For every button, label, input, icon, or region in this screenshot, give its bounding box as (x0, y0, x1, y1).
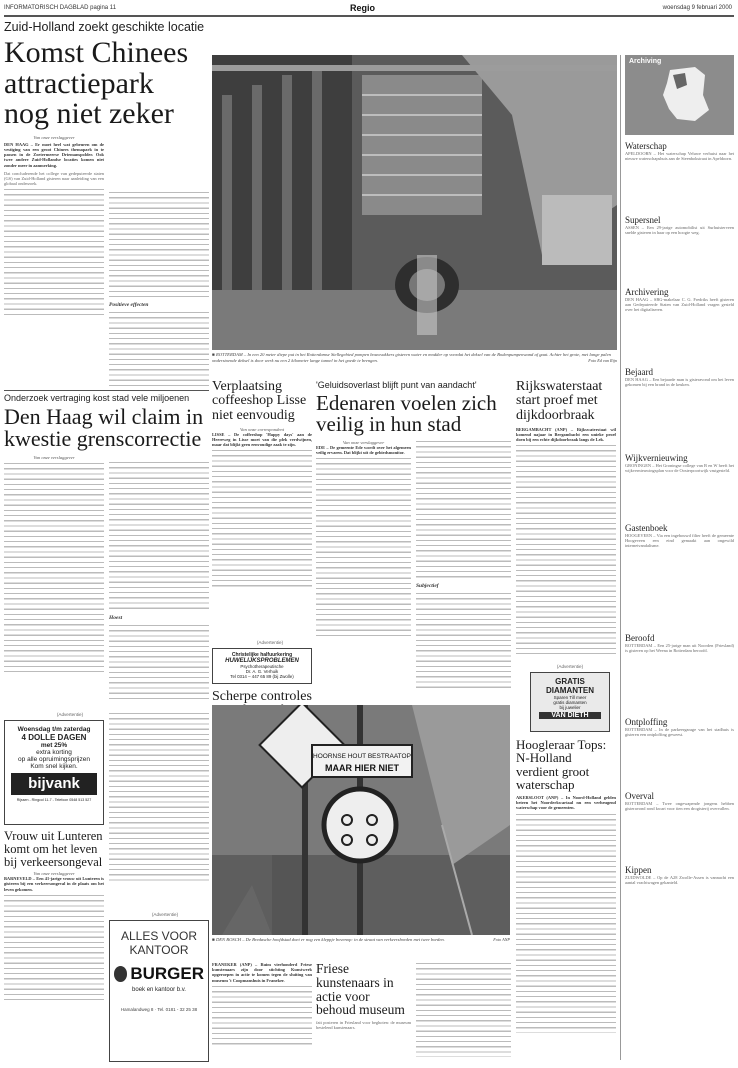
sidebar-item-title: Archivering (625, 287, 669, 297)
lead-subhead: Positieve effecten (109, 302, 149, 308)
denhaag-headline: Den Haag wil claim in kwestie grenscorrectie (4, 404, 204, 452)
denhaag-kicker: Onderzoek vertraging kost stad vele miljoenen (4, 393, 190, 403)
lunteren-story (4, 830, 104, 1062)
hoogleraar-headline: Hoogleraar Tops: N-Holland verdient groot waterschap (516, 738, 607, 792)
lead-headline: Komst Chinees attractiepark nog niet zeker (4, 36, 189, 131)
coffeeshop-story (212, 380, 312, 635)
sidebar-item-text: HOOGEVEEN – Via een ingebouwd filter heeft de gemeente Hoogeveen een eind gemaakt aan ongewild internetvandalisme. (625, 533, 734, 549)
edenaren-kicker: 'Geluidsoverlast blijft punt van aandacht' (316, 380, 477, 390)
masthead (0, 4, 738, 14)
ad-label: (Advertentie) (56, 712, 84, 717)
sidebar-item-beroofd (625, 633, 734, 713)
denhaag-story (4, 393, 209, 708)
lead-col2b (109, 311, 209, 386)
rijkswaterstaat-intro: BERGAMBACHT (ANP) – Rijkswaterstaat wil komend najaar in Bergambacht een unieke proef doen bij een echte dijkdoorbraak langs de Lek. (516, 426, 616, 443)
lead-byline: Van onze verslaggever (33, 134, 75, 140)
lead-body: Dat concluderende het college van gedeputeerde staten (GS) van Zuid-Holland gisteren naar aanleiding van een globaal onderzoek. (4, 170, 104, 187)
ad-kantoor-line2: KANTOOR (129, 943, 189, 957)
traffic-sign-graphic (212, 705, 510, 935)
story2-top-rule (4, 390, 209, 391)
sidebar-item-text: ROTTERDAM – Een 25-jarige man uit Noorden (Friesland) is gisteren op het Weena in Rotterdam beroofd. (625, 643, 734, 654)
sidebar-item-title: Overval (625, 791, 654, 801)
lunteren-byline: Van onze verslaggever (33, 871, 75, 877)
masthead-date: woensdag 9 februari 2000 (662, 5, 732, 11)
coffeeshop-headline: Verplaatsing coffeeshop Lisse niet eenvoudig (212, 380, 307, 423)
sidebar-item-overval (625, 791, 734, 861)
franeker-body (212, 985, 312, 1045)
masthead-section: Regio (350, 4, 376, 13)
ad-kantoor-line1: ALLES VOOR (120, 929, 198, 943)
sidebar-item-text: APELDOORN – Het waterschap Veluwe verhuist naar het nieuwe waterschapshuis aan de Steenbokstraat in Apeldoorn. (625, 151, 734, 162)
ad-diamanten-label: (Advertentie) (556, 664, 584, 669)
ad-bijvank-line2: 4 DOLLE DAGEN (21, 733, 87, 742)
sidebar-item-text: ROTTERDAM – Twee ongewapende jongens hebben gisteravond rond kwart voor tien een drogisterij overvallen. (625, 801, 734, 812)
ad-kantoor-label: (Advertentie) (151, 912, 179, 917)
ad-bijvank-line3: met 25% (40, 742, 68, 749)
burger-logo-icon (114, 966, 127, 982)
sidebar-map-title: Archiving (629, 58, 662, 65)
sidebar-item-gastenboek (625, 523, 734, 629)
ad-diamanten-line6: VAN DIETH (539, 712, 601, 719)
ad-kantoor-brand: BURGER (130, 964, 204, 983)
ad-bijvank-line5: op alle opruimingsprijzen (18, 756, 90, 763)
tunnel-photo-credit: Foto Ed van Rijn (588, 357, 617, 363)
ad-diamanten-line2: DIAMANTEN (546, 686, 594, 695)
sidebar-item-kippen (625, 865, 734, 925)
ad-bijvank-line6: Kom snel kijken. (30, 763, 78, 770)
traffic-sign-photo (212, 705, 510, 935)
sidebar-item-title: Beroofd (625, 633, 655, 643)
ad-bijvank-line1: Woensdag t/m zaterdag (17, 726, 91, 733)
sidebar-item-title: Wijkvernieuwing (625, 453, 688, 463)
sidebar-item-title: Bejaard (625, 367, 653, 377)
ad-diamanten-line4: gratis diamanten (553, 700, 587, 705)
franeker-story (212, 962, 312, 1062)
coffeeshop-body (212, 449, 312, 589)
lunteren-intro: BARNEVELD – Een 41-jarige vrouw uit Lunteren is gisteren bij een verkeersongeval in de plaats om het leven gekomen. (4, 876, 104, 892)
edenaren-col1 (316, 457, 411, 637)
sidebar-item-text: GRONINGEN – Het Groningse college van B en W heeft het wijkvernieuwingsplan voor de Oosterpoortwijk vastgesteld. (625, 463, 734, 474)
lead-body-filler (4, 188, 104, 318)
sidebar-item-title: Ontploffing (625, 717, 668, 727)
ad-halfuurs-label: (Advertentie) (256, 640, 284, 645)
ad-bijvank-logo: bijvank (11, 773, 97, 795)
denhaag-byline: Van onze verslaggever (33, 454, 75, 460)
ad-kantoor-logo (114, 963, 204, 985)
tunnel-photo-graphic (212, 55, 617, 350)
sidebar-item-title: Waterschap (625, 141, 667, 151)
edenaren-byline: Van onze verslaggever (342, 439, 385, 445)
ad-kantoor-sub: boek en kantoor b.v. (132, 987, 186, 993)
traffic-photo-marker: ■ (212, 937, 216, 942)
lead-intro: DEN HAAG – Er moet heel wat gebeuren om de vestiging van een groot Chinees themapark in te passen in de Zoetermeerse Driemanspolder. Ook twee andere Zuid-Hollandse locaties komen niet zonder meer in aanmerking. (4, 141, 104, 168)
lead-story (4, 18, 209, 388)
denhaag-col3 (109, 712, 209, 882)
ad-diamanten-line5: bij juwelier (559, 705, 581, 710)
friese-col2 (416, 962, 511, 1057)
sidebar-item-text: DEN HAAG – SBG-makelaar C. G. Fredriks heeft gisteren aan Gedeputeerde Staten van Zuid-Holland vragen gesteld over het digitaliseren. (625, 297, 734, 313)
sidebar-item-archivering (625, 287, 734, 363)
ad-halfuurs-line5: Tel 0314 – 447 65 89 (bij Zwolle) (230, 674, 294, 679)
ad-diamanten-line1: GRATIS (555, 677, 585, 686)
ad-halfuurs-line2: HUWELIJKSPROBLEMEN (225, 658, 299, 664)
lunteren-body (4, 894, 104, 1004)
sign-text-1: HOORNSE HOUT BESTRAATOP (313, 753, 411, 760)
sidebar (620, 55, 734, 1060)
sign-text-2: MAAR HIER NIET (325, 763, 399, 773)
masthead-rule (4, 15, 734, 17)
edenaren-subhead: Subjectief (416, 583, 439, 589)
friese-text: fait posteren in Friesland voor beghoten: de museum bestelend kunstenaars. (316, 1020, 411, 1031)
edenaren-col2 (416, 440, 511, 580)
ad-halfuurs-line1: Christelijke halfuurkering (231, 652, 293, 658)
lead-col2 (109, 191, 209, 301)
hoogleraar-body (516, 813, 616, 1033)
rijkswaterstaat-headline: Rijkswaterstaat start proef met dijkdoorbraak (516, 380, 603, 423)
denhaag-col1 (4, 462, 104, 672)
ad-bijvank (4, 720, 104, 825)
rijkswaterstaat-body (516, 444, 616, 654)
edenaren-story (316, 380, 511, 700)
coffeeshop-byline: Van onze correspondent (240, 426, 284, 432)
netherlands-map-icon (625, 55, 734, 135)
tunnel-photo (212, 55, 617, 350)
ad-kantoor (109, 920, 209, 1062)
edenaren-col2b (416, 592, 511, 692)
tunnel-photo-caption: ■ ROTTERDAM – In een 20 meter diepe put in het Rotterdamse Stellegebied pompen bouwvakkers gisteren water en modder op voordat het deksel van de Bodenpumpenwand af gaat. Achter het grote, met lange palen onderstoende deksel is door werk nu een 2 kilometer lange tunnel in het goede te brengen. Foto Ed van Rijn (212, 352, 617, 363)
sidebar-item-text: ROTTERDAM – In de parkeergarage van het stadhuis is gisteren een ontploffing geweest. (625, 727, 734, 738)
hoogleraar-intro: AKERSLOOT (ANP) – In Noord-Holland gelden beteen het Noorderkwartaal nu een verheugend waterschap voor de gemeenten. (516, 795, 616, 811)
tunnel-photo-marker: ■ (212, 352, 216, 357)
sidebar-item-text: ZUIDWOLDE – Op de A28 Zwolle-Assen is vannacht een aantal vrachtwagen gekanteld. (625, 875, 734, 886)
traffic-photo-caption: ■ DEN BOSCH – De Bredasche hoofdstad doet er nog een kleppje bovenop: in de straat van verkeersborden met twee borden. Foto ANP (212, 937, 510, 942)
denhaag-col2 (109, 461, 209, 611)
edenaren-intro: EDE – De gemeente Ede wordt over het algemeen veilig ervaren. Dat blijkt uit de gebiedsmonitor. (316, 444, 411, 456)
friese-headline: Friese kunstenaars in actie voor behoud museum (316, 962, 405, 1018)
sidebar-item-title: Gastenboek (625, 523, 668, 533)
ad-halfuurs (212, 648, 312, 684)
ad-bijvank-line4: extra korting (36, 749, 72, 756)
sidebar-item-title: Supersnel (625, 215, 661, 225)
masthead-left: INFORMATORISCH DAGBLAD pagina 11 (4, 5, 117, 11)
sidebar-item-supersnel (625, 215, 734, 283)
traffic-photo-credit: Foto ANP (493, 937, 510, 942)
sidebar-item-bejaard (625, 367, 734, 449)
denhaag-subhead: Hoest (109, 615, 123, 621)
sidebar-item-ontploffing (625, 717, 734, 787)
ad-kantoor-contact: Hamalandweg 8 · Tel. 0181 - 32 25 38 (120, 1007, 198, 1012)
sidebar-item-waterschap (625, 141, 734, 211)
lead-kicker: Zuid-Holland zoekt geschikte locatie (4, 20, 205, 34)
ad-halfuurs-line3: Psychotherapeutische (240, 664, 284, 669)
edenaren-headline: Edenaren voelen zich veilig in hun stad (316, 391, 497, 437)
ad-diamanten (530, 672, 610, 732)
sidebar-item-text: ASSEN – Een 29-jarige automobilist uit Surhuisterveen snelde gisteren in haar op een hoogte weg. (625, 225, 734, 236)
ad-bijvank-footer: Rijssen - Ringcol 11-7 - Telefoon 0548 513 527 (16, 798, 92, 802)
sidebar-item-wijkvernieuwing (625, 453, 734, 519)
ad-halfuurs-line4: Dr. A. G. Verhuik (245, 669, 279, 674)
rijkswaterstaat-story (516, 380, 616, 670)
friese-story (316, 962, 511, 1062)
sidebar-item-text: DEN HAAG – Een bejaarde man is gisteravond om het leven gekomen bij een brand in de keuken. (625, 377, 734, 388)
denhaag-col2b (109, 624, 209, 699)
coffeeshop-intro: LISSE – De coffeeshop 'Happy days' aan de Heereweg in Lisse moet van die plek verdwijnen, maar dat blijkt geen eenvoudige zaak te zijn. (212, 431, 312, 448)
hoogleraar-story (516, 738, 616, 1063)
sidebar-map (625, 55, 734, 135)
franeker-intro: FRANEKER (ANP) – Ruim vierhonderd Friese kunstenaars zijn door stichting Kunstwerk opgeroepen in actie te komen tegen de sluiting van museum 't Coopmanshuis in Franeker. (212, 962, 312, 983)
ad-diamanten-line3: Sparen Till meer (553, 695, 587, 700)
sidebar-item-title: Kippen (625, 865, 652, 875)
scherpe-headline: Scherpe controles (212, 690, 312, 704)
lunteren-headline: Vrouw uit Lunteren komt om het leven bij verkeersongeval (4, 830, 103, 869)
